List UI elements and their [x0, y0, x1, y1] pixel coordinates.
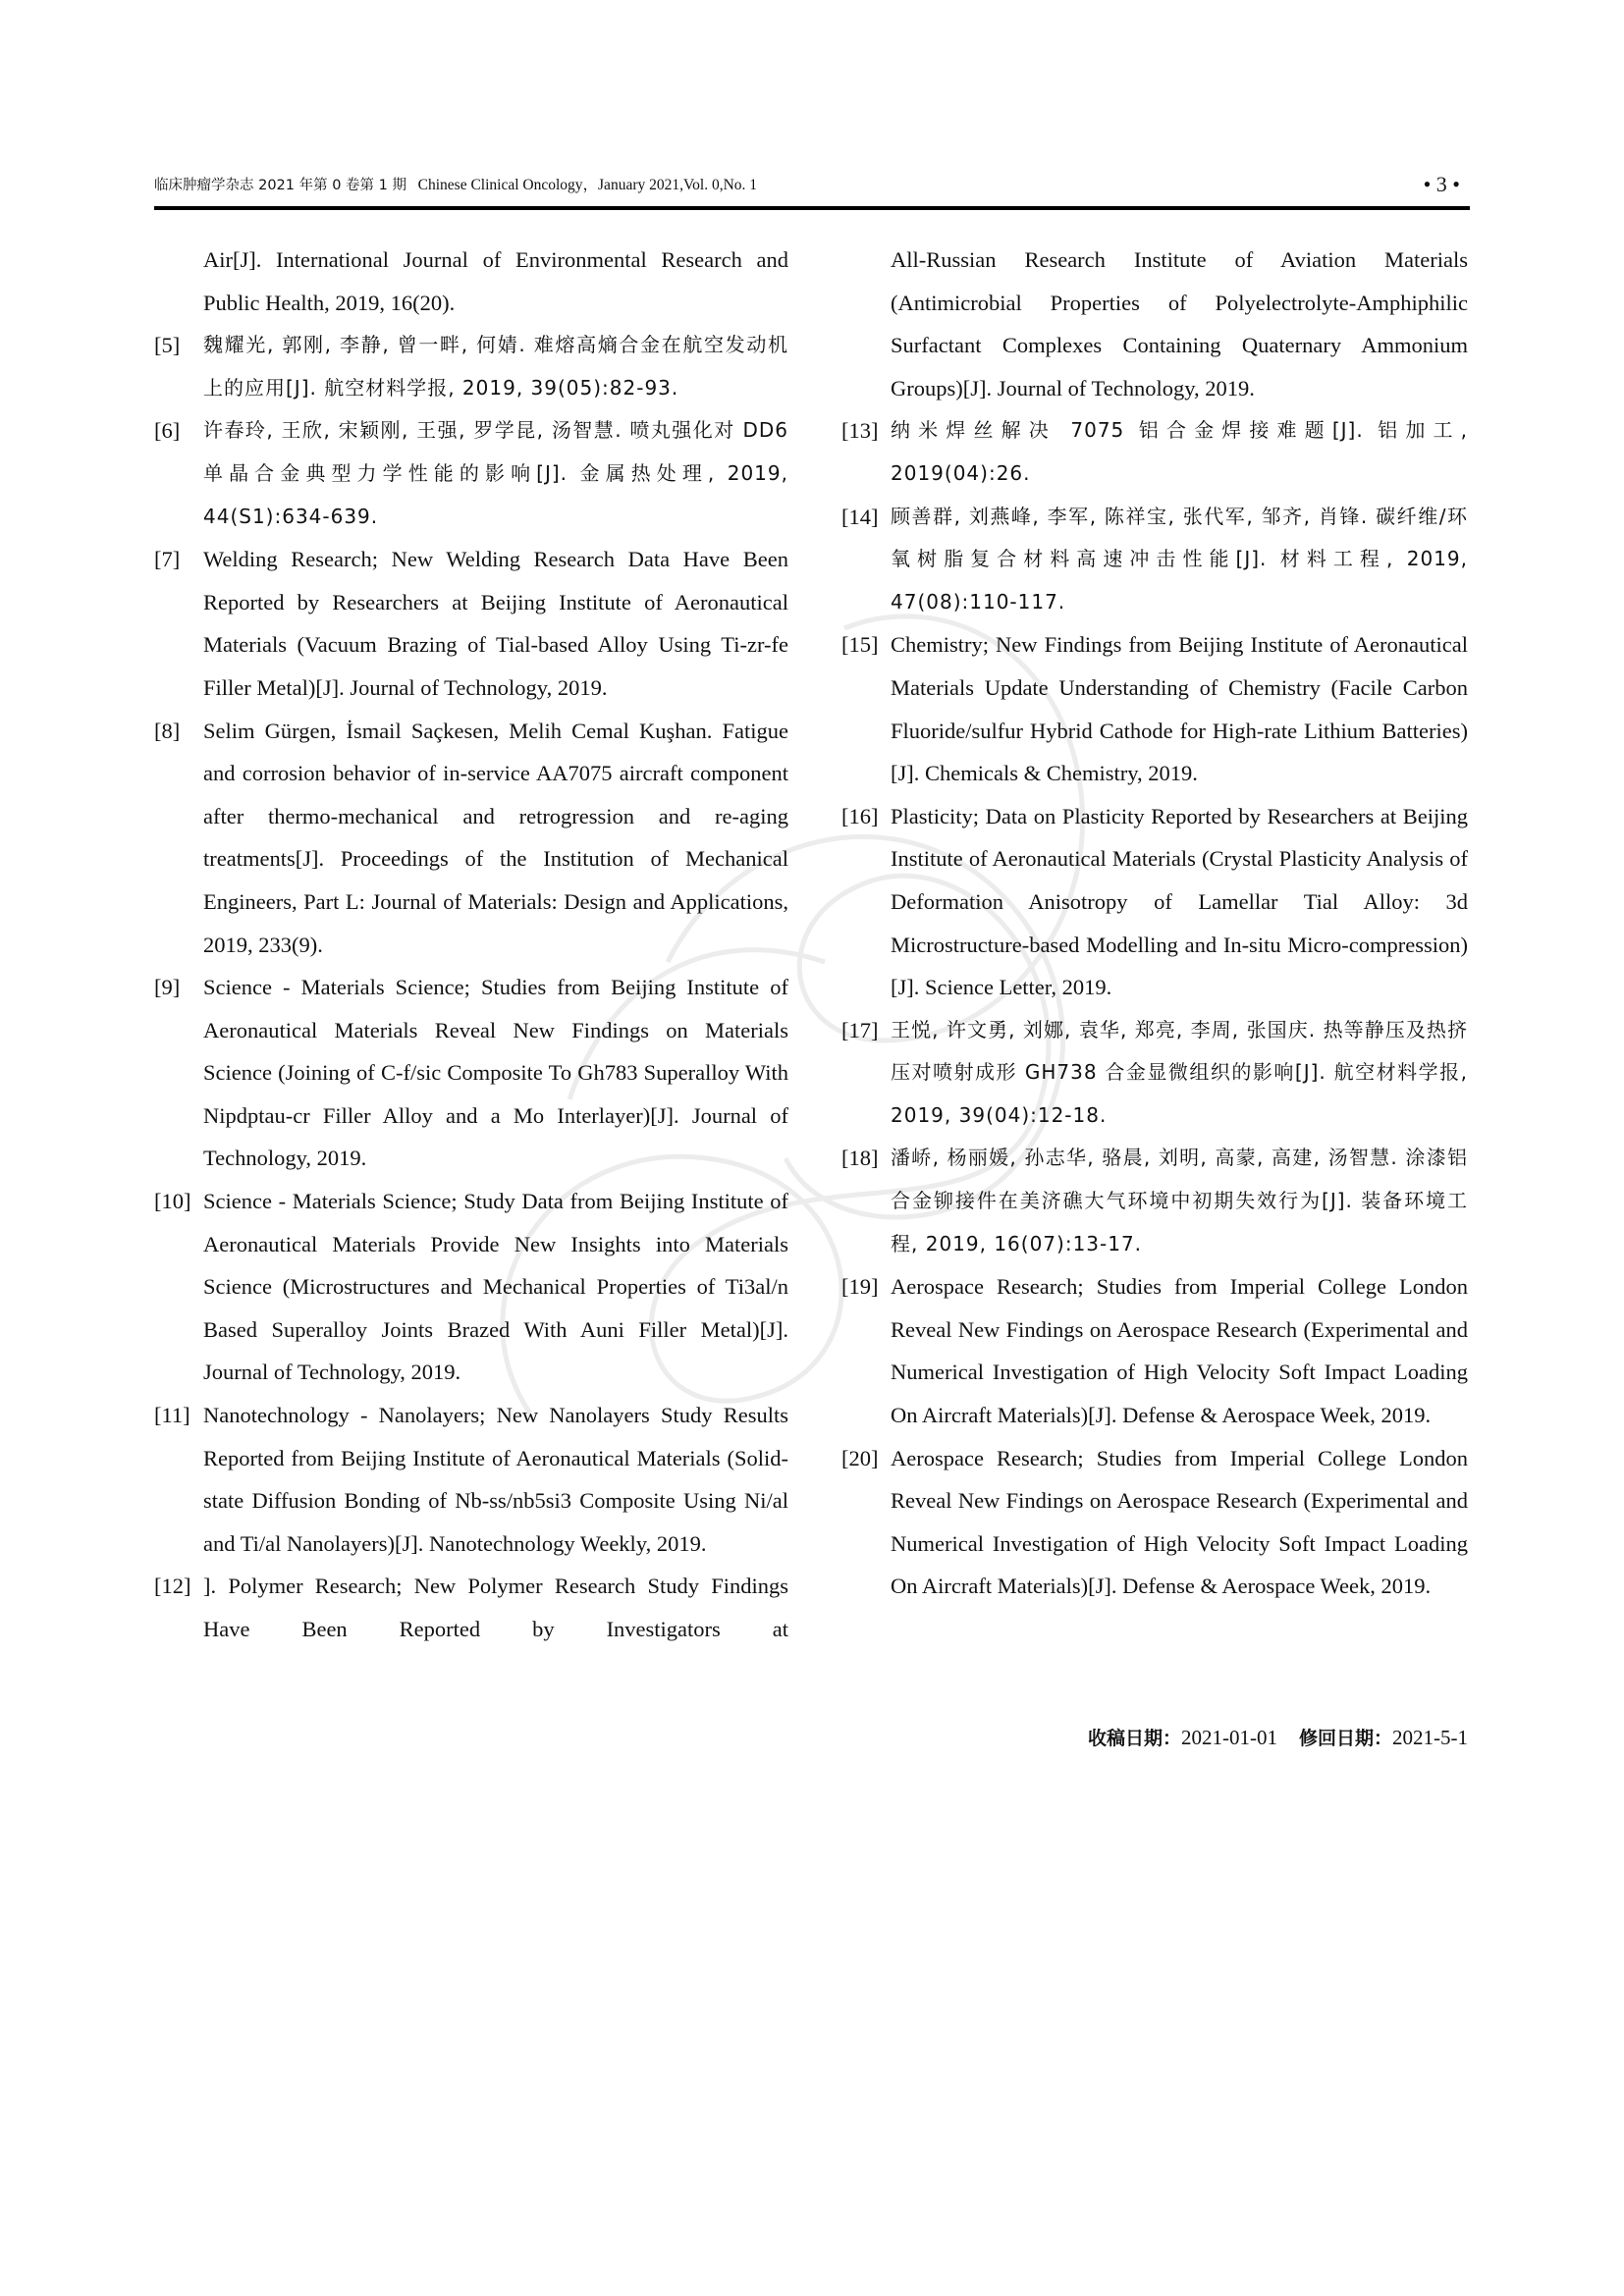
- reference-text: Welding Research; New Welding Research Data Have Been Reported by Researchers at Beijing Institute of Aeronautical Materials (Vacuum Brazing of Tial-based Alloy Using Ti-zr-fe Filler Metal)[J]. Journal of Technology, 2019.: [203, 547, 788, 700]
- reference-text: Aerospace Research; Studies from Imperial College London Reveal New Findings on Aerospace Research (Experimental and Numerical Investigation of High Velocity Soft Impact Loading On Aircraft Materials)[J]. Defense & Aerospace Week, 2019.: [891, 1445, 1468, 1599]
- reference-text: All-Russian Research Institute of Aviation Materials (Antimicrobial Properties of Polyelectrolyte-Amphiphilic Surfactant Complexes Containing Quaternary Ammonium Groups)[J]. Journal of Technology, 2019.: [891, 247, 1468, 400]
- reference-item: [841, 795, 1468, 1009]
- journal-title-en: Chinese Clinical Oncology，January 2021,Vol. 0,No. 1: [417, 177, 758, 193]
- reference-text: Chemistry; New Findings from Beijing Institute of Aeronautical Materials Update Understanding of Chemistry (Facile Carbon Fluoride/sulfur Hybrid Cathode for High-rate Lithium Batteries)[J]. Chemicals & Chemistry, 2019.: [891, 632, 1468, 786]
- reference-text: Selim Gürgen, İsmail Saçkesen, Melih Cemal Kuşhan. Fatigue and corrosion behavior of in-service AA7075 aircraft component after thermo-mechanical and retrogression and re-aging treatments[J]. Proceedings of the Institution of Mechanical Engineers, Part L: Journal of Materials: Design and Applications, 2019, 233(9).: [203, 718, 788, 957]
- reference-number: [20]: [841, 1445, 879, 1470]
- reference-number: [8]: [154, 718, 181, 743]
- reference-item: [154, 966, 788, 1180]
- reference-number: [15]: [841, 632, 879, 658]
- submission-dates: [1041, 1720, 1468, 1756]
- revised-label: 修回日期：: [1298, 1728, 1392, 1749]
- reference-item: [841, 623, 1468, 794]
- reference-number: [14]: [841, 504, 879, 529]
- reference-item: [841, 496, 1468, 624]
- reference-item: [154, 239, 788, 324]
- reference-item: [154, 538, 788, 709]
- reference-number: [7]: [154, 547, 181, 572]
- received-label: 收稿日期：: [1087, 1728, 1181, 1749]
- reference-number: [16]: [841, 803, 879, 828]
- reference-text: 潘峤, 杨丽媛, 孙志华, 骆晨, 刘明, 高蒙, 高建, 汤智慧. 涂漆铝合金铆接件在美济礁大气环境中初期失效行为[J]. 装备环境工程, 2019, 16(07):13-17.: [891, 1146, 1468, 1255]
- reference-item: [154, 324, 788, 409]
- received-date: 2021-01-01: [1180, 1726, 1277, 1749]
- reference-item: [841, 1137, 1468, 1265]
- reference-number: [10]: [154, 1189, 191, 1214]
- reference-number: [19]: [841, 1274, 879, 1300]
- reference-number: [11]: [154, 1403, 190, 1428]
- reference-text: 王悦, 许文勇, 刘娜, 袁华, 郑亮, 李周, 张国庆. 热等静压及热挤压对喷射成形 GH738 合金显微组织的影响[J]. 航空材料学报, 2019, 39(04):12-18.: [891, 1017, 1468, 1127]
- journal-citation-line: [154, 173, 757, 198]
- running-header: [154, 173, 1470, 198]
- reference-text: Air[J]. International Journal of Environmental Research and Public Health, 2019, 16(20).: [203, 247, 788, 315]
- journal-title-cn: 临床肿瘤学杂志 2021 年第 0 卷第 1 期: [154, 178, 407, 193]
- header-rule: [154, 206, 1470, 210]
- reference-text: 许春玲, 王欣, 宋颖刚, 王强, 罗学昆, 汤智慧. 喷丸强化对 DD6 单晶合金典型力学性能的影响[J]. 金属热处理, 2019, 44(S1):634-639.: [203, 418, 788, 528]
- reference-text: Science - Materials Science; Studies from Beijing Institute of Aeronautical Materials Reveal New Findings on Materials Science (Joining of C-f/sic Composite To Gh783 Superalloy With Nipdptau-cr Filler Alloy and a Mo Interlayer)[J]. Journal of Technology, 2019.: [203, 975, 788, 1171]
- reference-number: [18]: [841, 1146, 879, 1171]
- reference-number: [12]: [154, 1574, 191, 1599]
- reference-number: [6]: [154, 418, 181, 444]
- reference-text: Plasticity; Data on Plasticity Reported by Researchers at Beijing Institute of Aeronautical Materials (Crystal Plasticity Analysis of Deformation Anisotropy of Lamellar Tial Alloy: 3d Microstructure-based Modelling and In-situ Micro-compression)[J]. Science Letter, 2019.: [891, 803, 1468, 1000]
- reference-text: Science - Materials Science; Study Data from Beijing Institute of Aeronautical Materials Provide New Insights into Materials Science (Microstructures and Mechanical Properties of Ti3al/n Based Superalloy Joints Brazed With Auni Filler Metal)[J]. Journal of Technology, 2019.: [203, 1189, 788, 1385]
- reference-item: [154, 1394, 788, 1565]
- reference-item: [841, 1437, 1468, 1608]
- reference-item: [841, 409, 1468, 495]
- reference-text: 纳米焊丝解决 7075 铝合金焊接难题[J]. 铝加工, 2019(04):26.: [891, 418, 1468, 485]
- reference-item: [841, 1265, 1468, 1436]
- revised-date: 2021-5-1: [1392, 1726, 1468, 1749]
- reference-item: [154, 409, 788, 538]
- reference-item: [154, 1565, 788, 1650]
- page-number: • 3 •: [1423, 172, 1460, 196]
- reference-number: [17]: [841, 1017, 879, 1042]
- reference-text: Aerospace Research; Studies from Imperial College London Reveal New Findings on Aerospace Research (Experimental and Numerical Investigation of High Velocity Soft Impact Loading On Aircraft Materials)[J]. Defense & Aerospace Week, 2019.: [891, 1274, 1468, 1428]
- reference-number: [13]: [841, 418, 879, 444]
- reference-text: ]. Polymer Research; New Polymer Research Study Findings Have Been Reported by Investigators at: [203, 1574, 788, 1641]
- reference-number: [5]: [154, 333, 181, 358]
- reference-item: [841, 1009, 1468, 1138]
- reference-text: 魏耀光, 郭刚, 李静, 曾一畔, 何婧. 难熔高熵合金在航空发动机上的应用[J]. 航空材料学报, 2019, 39(05):82-93.: [203, 333, 788, 400]
- reference-item: [154, 710, 788, 967]
- reference-item: [154, 1180, 788, 1394]
- reference-number: [9]: [154, 975, 181, 1000]
- reference-item: [841, 239, 1468, 409]
- reference-text: 顾善群, 刘燕峰, 李军, 陈祥宝, 张代军, 邹齐, 肖锋. 碳纤维/环氧树脂复合材料高速冲击性能[J]. 材料工程, 2019, 47(08):110-117.: [891, 504, 1468, 614]
- references-left-column: [154, 239, 788, 1651]
- reference-text: Nanotechnology - Nanolayers; New Nanolayers Study Results Reported from Beijing Institute of Aeronautical Materials (Solid-state Diffusion Bonding of Nb-ss/nb5si3 Composite Using Ni/al and Ti/al Nanolayers)[J]. Nanotechnology Weekly, 2019.: [203, 1403, 788, 1556]
- references-right-column: [841, 239, 1468, 1608]
